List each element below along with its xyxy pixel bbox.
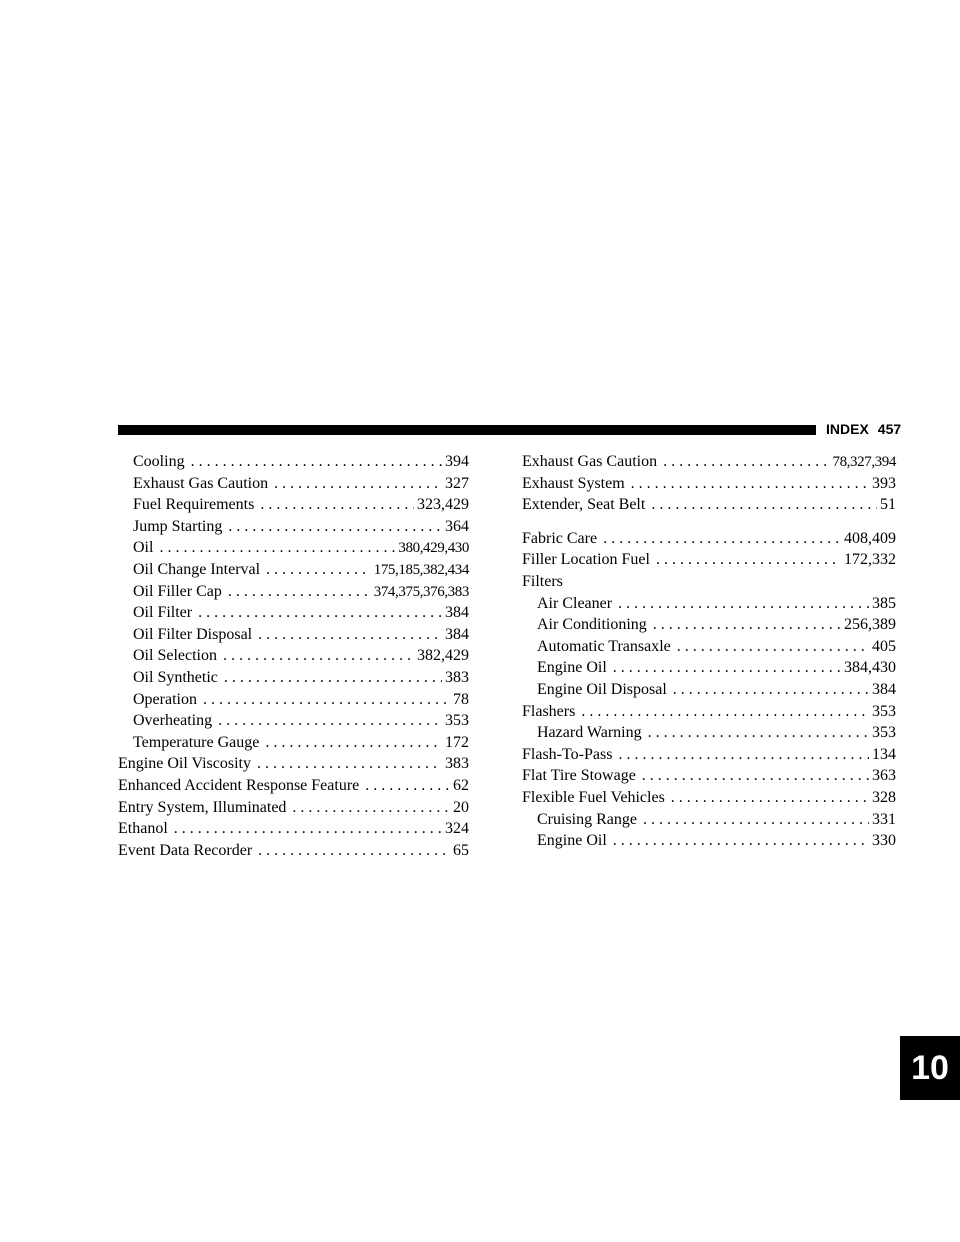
running-header: [826, 421, 901, 438]
index-term: Engine Oil: [537, 659, 607, 677]
index-pages: 353: [872, 702, 896, 720]
index-term: Oil Filter Disposal: [133, 625, 253, 643]
index-entry: [118, 710, 469, 732]
index-entry: [522, 528, 896, 550]
index-term: Fuel Requirements: [133, 496, 255, 514]
dot-leader: [266, 559, 371, 581]
dot-leader: [198, 602, 442, 624]
index-pages: 364: [445, 517, 469, 535]
index-term: Flashers: [522, 702, 576, 720]
chapter-tab: 10: [900, 1036, 960, 1100]
dot-leader: [258, 624, 442, 646]
dot-leader: [653, 614, 841, 636]
index-entry: [522, 657, 896, 679]
index-entry: [118, 689, 469, 711]
index-pages: 374,375,376,383: [373, 583, 469, 600]
dot-leader: [663, 451, 829, 473]
index-entry: [522, 614, 896, 636]
dot-leader: [159, 537, 395, 559]
index-pages: 384: [872, 680, 896, 698]
index-entry: [118, 667, 469, 689]
dot-leader: [292, 797, 450, 819]
index-pages: 408,409: [844, 529, 896, 547]
index-term: Automatic Transaxle: [537, 637, 671, 655]
index-pages: 175,185,382,434: [373, 561, 469, 578]
index-column-right: [522, 451, 896, 852]
index-term: Oil Change Interval: [133, 560, 261, 578]
index-term: Oil Selection: [133, 647, 217, 665]
dot-leader: [648, 722, 869, 744]
index-term: Cooling: [133, 453, 185, 470]
dot-leader: [228, 516, 442, 538]
index-pages: 384: [445, 625, 469, 643]
index-pages: 256,389: [844, 616, 896, 634]
index-pages: 384,430: [844, 659, 896, 677]
index-term: Flash-To-Pass: [522, 745, 613, 763]
index-term: Exhaust Gas Caution: [522, 453, 658, 470]
index-entry: [522, 809, 896, 831]
index-term: Filters: [522, 572, 563, 590]
index-term: Jump Starting: [133, 517, 223, 535]
index-term: Cruising Range: [537, 810, 637, 828]
index-term: Engine Oil: [537, 832, 607, 850]
header-rule: [118, 425, 816, 435]
dot-leader: [260, 494, 414, 516]
index-entry: [118, 451, 469, 473]
index-entry: [118, 581, 469, 603]
dot-leader: [618, 593, 869, 615]
index-term: Oil Synthetic: [133, 668, 218, 686]
index-pages: 380,429,430: [398, 540, 469, 557]
dot-leader: [618, 744, 869, 766]
dot-leader: [257, 753, 442, 775]
index-term: Air Cleaner: [537, 594, 613, 612]
index-entry: [522, 830, 896, 852]
dot-leader: [631, 473, 869, 495]
index-entry: [118, 840, 469, 862]
index-entry: [522, 744, 896, 766]
index-pages: 331: [872, 810, 896, 828]
index-pages: 383: [445, 668, 469, 686]
index-term: Ethanol: [118, 820, 168, 838]
index-term: Enhanced Accident Response Feature: [118, 776, 360, 794]
index-entry: [522, 451, 896, 473]
index-entry: [522, 701, 896, 723]
index-term: Operation: [133, 690, 197, 708]
dot-leader: [274, 473, 442, 495]
index-entry: [522, 765, 896, 787]
index-pages: 78,327,394: [832, 454, 896, 470]
index-pages: 51: [880, 496, 896, 514]
dot-leader: [613, 830, 869, 852]
index-entry: [522, 787, 896, 809]
dot-leader: [203, 689, 450, 711]
index-pages: 172: [445, 733, 469, 751]
index-pages: 393: [872, 474, 896, 492]
index-term: Oil Filter: [133, 604, 193, 622]
index-entry: [118, 494, 469, 516]
index-entry: [118, 473, 469, 495]
index-pages: 363: [872, 767, 896, 785]
header-title: INDEX: [826, 421, 869, 437]
index-pages: 172,332: [844, 551, 896, 569]
page-number: 457: [877, 421, 902, 437]
index-term: Exhaust Gas Caution: [133, 474, 269, 492]
dot-leader: [218, 710, 442, 732]
index-pages: 134: [872, 745, 896, 763]
index-entry: [118, 602, 469, 624]
index-pages: 65: [453, 841, 469, 859]
index-term: Fabric Care: [522, 529, 598, 547]
dot-leader: [656, 549, 841, 571]
index-pages: 382,429: [417, 647, 469, 665]
dot-leader: [258, 840, 450, 862]
index-term: Flexible Fuel Vehicles: [522, 788, 665, 806]
dot-leader: [643, 809, 869, 831]
index-entry: [118, 624, 469, 646]
index-pages: 62: [453, 776, 469, 794]
index-pages: 78: [453, 690, 469, 708]
index-pages: 353: [445, 712, 469, 730]
index-pages: 394: [445, 453, 469, 470]
index-entry: [522, 722, 896, 744]
dot-leader: [671, 787, 869, 809]
index-term: Hazard Warning: [537, 724, 642, 742]
dot-leader: [613, 657, 841, 679]
index-term: Temperature Gauge: [133, 733, 260, 751]
index-entry: [522, 636, 896, 658]
index-entry: [118, 797, 469, 819]
index-term: Exhaust System: [522, 474, 625, 492]
dot-leader: [651, 494, 877, 516]
index-term: Oil: [133, 539, 154, 557]
index-pages: 323,429: [417, 496, 469, 514]
index-pages: 405: [872, 637, 896, 655]
index-entry: [118, 645, 469, 667]
index-term: Air Conditioning: [537, 616, 647, 634]
index-term: Oil Filler Cap: [133, 582, 222, 600]
dot-leader: [228, 581, 371, 603]
index-entry: [522, 679, 896, 701]
index-entry: [522, 494, 896, 516]
index-entry: [118, 516, 469, 538]
index-term: Event Data Recorder: [118, 841, 253, 859]
index-entry: [118, 775, 469, 797]
index-entry: [118, 537, 469, 559]
dot-leader: [174, 818, 442, 840]
index-pages: 383: [445, 755, 469, 773]
index-entry: [522, 593, 896, 615]
dot-leader: [224, 667, 442, 689]
index-pages: 328: [872, 788, 896, 806]
dot-leader: [265, 732, 442, 754]
index-term: Flat Tire Stowage: [522, 767, 636, 785]
dot-leader: [223, 645, 414, 667]
dot-leader: [191, 451, 442, 473]
index-entry: [522, 473, 896, 495]
index-pages: 330: [872, 832, 896, 850]
index-pages: 20: [453, 798, 469, 816]
dot-leader: [673, 679, 869, 701]
index-term: Filler Location Fuel: [522, 551, 650, 569]
dot-leader: [365, 775, 450, 797]
index-term: Entry System, Illuminated: [118, 798, 287, 816]
index-entry: [522, 549, 896, 571]
index-pages: 353: [872, 724, 896, 742]
index-term: Extender, Seat Belt: [522, 496, 646, 514]
dot-leader: [581, 701, 869, 723]
index-pages: 324: [445, 820, 469, 838]
dot-leader: [603, 528, 841, 550]
index-entry: [118, 559, 469, 581]
index-pages: 384: [445, 604, 469, 622]
dot-leader: [677, 636, 869, 658]
index-term: Engine Oil Viscosity: [118, 755, 251, 773]
index-entry: [118, 732, 469, 754]
index-entry: [118, 753, 469, 775]
index-term: Engine Oil Disposal: [537, 680, 667, 698]
index-column-left: [118, 451, 469, 861]
index-entry: [118, 818, 469, 840]
index-pages: 385: [872, 594, 896, 612]
index-term: Overheating: [133, 712, 213, 730]
dot-leader: [642, 765, 869, 787]
index-entry: [522, 571, 896, 593]
index-pages: 327: [445, 474, 469, 492]
